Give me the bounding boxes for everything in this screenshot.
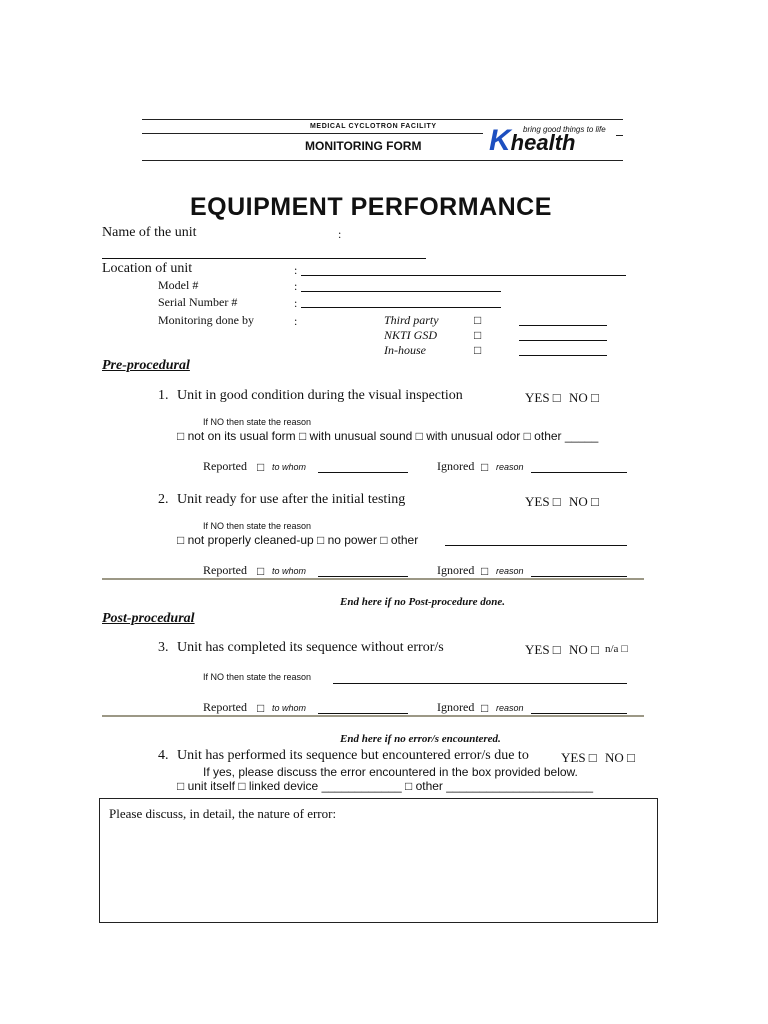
post-procedural-heading: Post-procedural xyxy=(102,611,195,626)
q3-reported-label: Reported xyxy=(203,700,247,714)
discussion-textarea[interactable] xyxy=(99,798,658,923)
q3-reason-hint: If NO then state the reason xyxy=(203,672,312,682)
q2-text: Unit ready for use after the initial testing xyxy=(177,492,406,507)
q3-text: Unit has completed its sequence without error/s xyxy=(177,640,444,655)
q2-reason-options[interactable]: □ not properly cleaned-up □ no power □ other xyxy=(177,533,419,547)
header-mid-rule xyxy=(142,133,483,134)
nkti-gsd-field[interactable] xyxy=(519,340,607,341)
q1-text: Unit in good condition during the visual inspection xyxy=(177,388,463,403)
q1-reason-options[interactable]: □ not on its usual form □ with unusual sound □ with unusual odor □ other _____ xyxy=(177,429,599,443)
third-party-field[interactable] xyxy=(519,325,607,326)
checkbox-in-house[interactable]: □ xyxy=(474,343,482,357)
q2-no-option[interactable]: NO □ xyxy=(569,494,599,509)
q2-ignored-label: Ignored xyxy=(437,563,475,577)
q2-reason-field[interactable] xyxy=(531,576,627,577)
end-note-error: End here if no error/s encountered. xyxy=(340,733,501,745)
q4-instruction: If yes, please discuss the error encountered in the box provided below. xyxy=(203,765,578,779)
location-field[interactable] xyxy=(301,275,626,276)
q1-reason-field[interactable] xyxy=(531,472,627,473)
logo-dash xyxy=(616,135,623,136)
colon: : xyxy=(338,227,342,241)
option-third-party: Third party xyxy=(384,313,439,327)
logo-k: K xyxy=(489,124,511,157)
q4-no-option[interactable]: NO □ xyxy=(605,750,635,765)
option-in-house: In-house xyxy=(384,343,426,357)
checkbox-nkti-gsd[interactable]: □ xyxy=(474,328,482,342)
q1-no-option[interactable]: NO □ xyxy=(569,390,599,405)
q3-number: 3. xyxy=(158,640,169,655)
q3-reason-field-2[interactable] xyxy=(531,713,627,714)
header-top-rule xyxy=(142,119,623,120)
q1-ignored-label: Ignored xyxy=(437,459,475,473)
location-label: Location of unit xyxy=(102,261,193,276)
q2-ignored-checkbox[interactable]: □ xyxy=(481,564,489,578)
q1-number: 1. xyxy=(158,388,169,403)
q1-yes-option[interactable]: YES □ xyxy=(525,390,561,405)
q1-ignored-checkbox[interactable]: □ xyxy=(481,460,489,474)
option-nkti-gsd: NKTI GSD xyxy=(384,328,438,342)
colon: : xyxy=(294,263,298,277)
q2-number: 2. xyxy=(158,492,169,507)
q2-reported-checkbox[interactable]: □ xyxy=(257,564,265,578)
q2-yes-option[interactable]: YES □ xyxy=(525,494,561,509)
colon: : xyxy=(294,314,298,328)
section-divider xyxy=(102,578,644,580)
pre-procedural-heading: Pre-procedural xyxy=(102,358,190,373)
q3-no-option[interactable]: NO □ xyxy=(569,642,599,657)
q2-reason-label: reason xyxy=(496,566,524,576)
serial-label: Serial Number # xyxy=(158,295,238,309)
q2-reported-label: Reported xyxy=(203,563,247,577)
in-house-field[interactable] xyxy=(519,355,607,356)
q4-options[interactable]: □ unit itself □ linked device ____________ □ other ______________________ xyxy=(177,779,594,793)
q4-number: 4. xyxy=(158,748,169,763)
q4-yes-option[interactable]: YES □ xyxy=(561,750,597,765)
q1-reported-label: Reported xyxy=(203,459,247,473)
form-name: MONITORING FORM xyxy=(305,139,422,153)
name-of-unit-label: Name of the unit xyxy=(102,225,197,240)
name-of-unit-field[interactable] xyxy=(102,258,426,259)
checkbox-third-party[interactable]: □ xyxy=(474,313,482,327)
q2-to-whom-label: to whom xyxy=(272,566,307,576)
logo-tagline: bring good things to life xyxy=(523,125,606,134)
q4-text: Unit has performed its sequence but encountered error/s due to xyxy=(177,748,529,763)
q3-ignored-label: Ignored xyxy=(437,700,475,714)
q1-to-whom-label: to whom xyxy=(272,462,307,472)
q3-reported-checkbox[interactable]: □ xyxy=(257,701,265,715)
colon: : xyxy=(294,296,298,310)
discussion-label: Please discuss, in detail, the nature of error: xyxy=(109,806,337,821)
model-field[interactable] xyxy=(301,291,501,292)
model-label: Model # xyxy=(158,278,199,292)
q1-to-whom-field[interactable] xyxy=(318,472,408,473)
q3-ignored-checkbox[interactable]: □ xyxy=(481,701,489,715)
q3-na-option[interactable]: n/a □ xyxy=(605,643,628,655)
section-divider xyxy=(102,715,644,717)
q2-to-whom-field[interactable] xyxy=(318,576,408,577)
logo-health: health xyxy=(510,130,576,155)
q3-to-whom-label: to whom xyxy=(272,703,307,713)
q2-other-field[interactable] xyxy=(445,545,627,546)
q3-to-whom-field[interactable] xyxy=(318,713,408,714)
q2-reason-hint: If NO then state the reason xyxy=(203,521,312,531)
facility-name: MEDICAL CYCLOTRON FACILITY xyxy=(310,123,437,130)
q1-reason-hint: If NO then state the reason xyxy=(203,417,312,427)
page-title: EQUIPMENT PERFORMANCE xyxy=(190,193,552,221)
serial-field[interactable] xyxy=(301,307,501,308)
end-note-post-procedure: End here if no Post-procedure done. xyxy=(340,596,505,608)
q3-reason-label: reason xyxy=(496,703,524,713)
q1-reported-checkbox[interactable]: □ xyxy=(257,460,265,474)
colon: : xyxy=(294,279,298,293)
q3-yes-option[interactable]: YES □ xyxy=(525,642,561,657)
q3-reason-field[interactable] xyxy=(333,683,627,684)
monitoring-label: Monitoring done by xyxy=(158,313,254,327)
q1-reason-label: reason xyxy=(496,462,524,472)
